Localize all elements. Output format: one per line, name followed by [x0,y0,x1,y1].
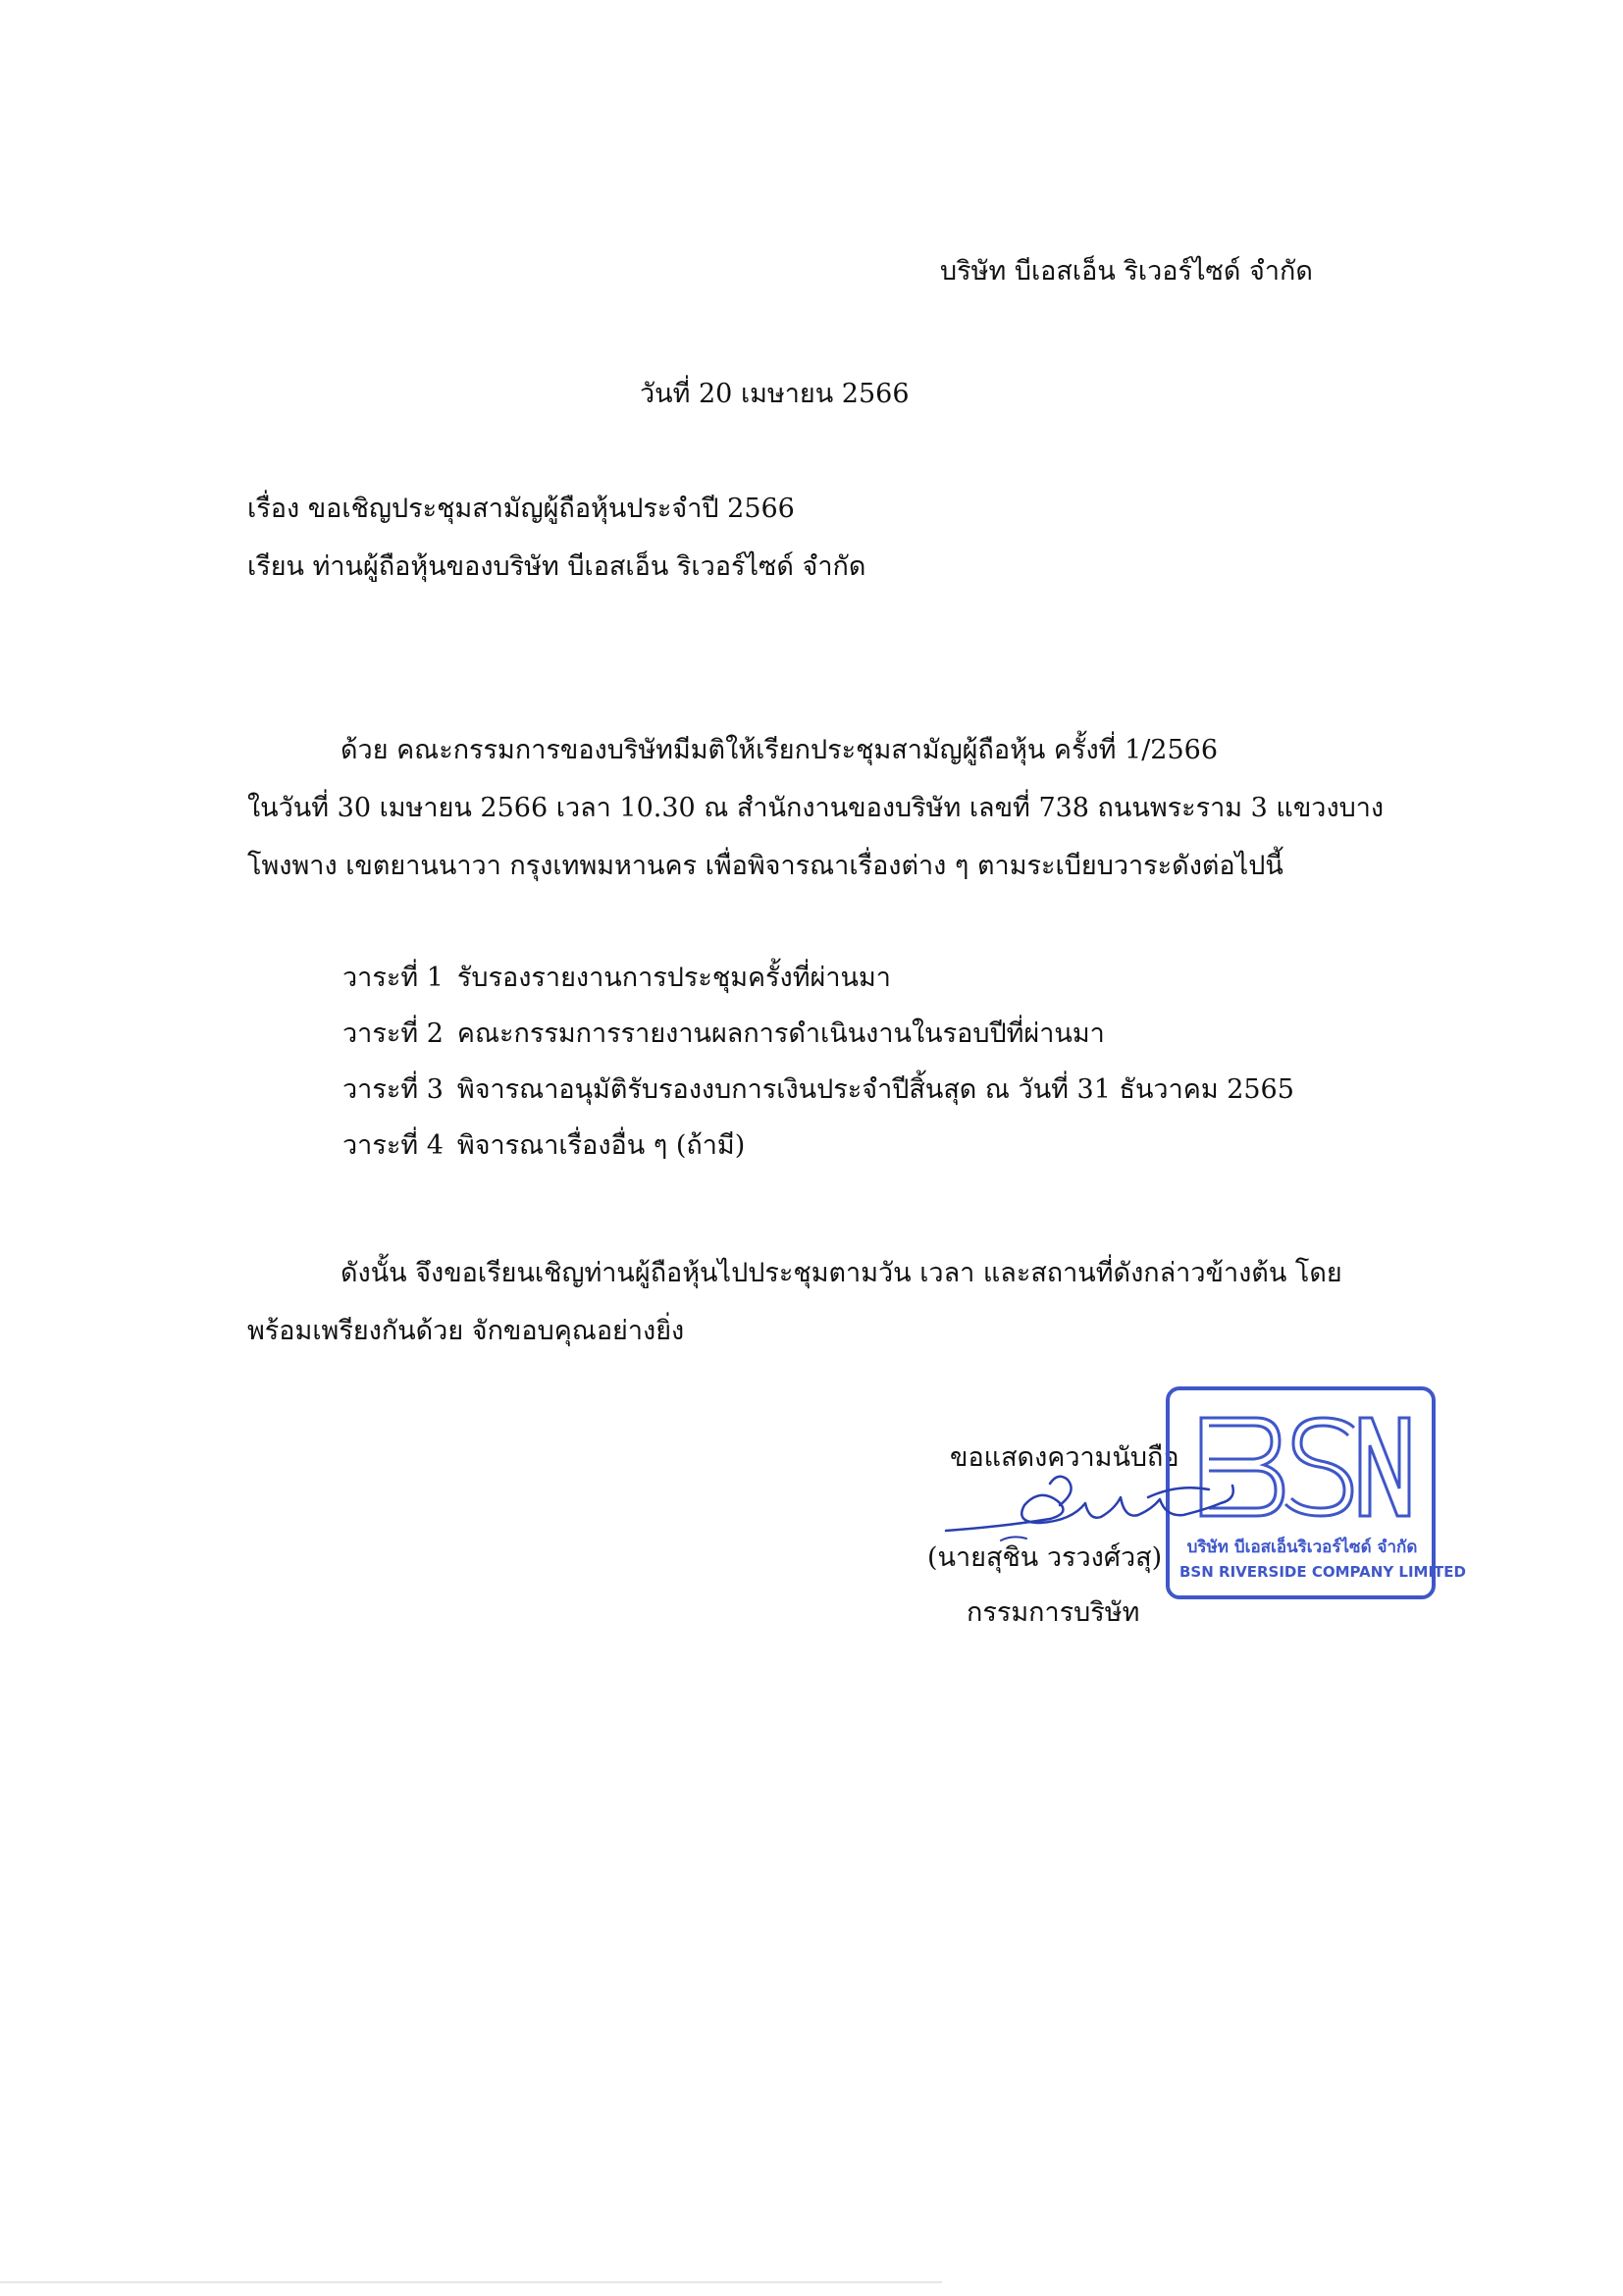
agenda-number: วาระที่ 4 [342,1130,444,1161]
closing-line-1: ดังนั้น จึงขอเรียนเชิญท่านผู้ถือหุ้นไปประชุมตามวัน เวลา และสถานที่ดังกล่าวข้างต้น โดย [340,1258,1342,1288]
agenda-item [342,1016,1294,1071]
agenda-item [342,1127,1294,1183]
agenda-text: พิจารณาอนุมัติรับรองงบการเงินประจำปีสิ้นสุด ณ วันที่ 31 ธันวาคม 2565 [456,1074,1294,1105]
agenda-number: วาระที่ 1 [342,963,444,993]
stamp-name-thai: บริษัท บีเอสเอ็นริเวอร์ไซด์ จำกัด [1186,1538,1418,1557]
agenda-item [342,960,1294,1016]
agenda-number: วาระที่ 3 [342,1074,444,1105]
signer-position: กรรมการบริษัท [967,1597,1140,1628]
closing-line-2: พร้อมเพรียงกันด้วย จักขอบคุณอย่างยิ่ง [247,1316,685,1346]
agenda-text: คณะกรรมการรายงานผลการดำเนินงานในรอบปีที่ผ่านมา [456,1018,1105,1049]
agenda-text: พิจารณาเรื่องอื่น ๆ (ถ้ามี) [456,1130,746,1161]
letter-subject: เรื่อง ขอเชิญประชุมสามัญผู้ถือหุ้นประจำปี 2566 [247,494,795,524]
signer-name: (นายสุชิน วรวงศ์วสุ) [927,1542,1163,1573]
intro-line-3: โพงพาง เขตยานนาวา กรุงเทพมหานคร เพื่อพิจารณาเรื่องต่าง ๆ ตามระเบียบวาระดังต่อไปนี้ [247,851,1283,881]
intro-line-1: ด้วย คณะกรรมการของบริษัทมีมติให้เรียกประชุมสามัญผู้ถือหุ้น ครั้งที่ 1/2566 [340,735,1219,765]
closing-paragraph [247,1244,1386,1360]
company-name: บริษัท บีเอสเอ็น ริเวอร์ไซด์ จำกัด [940,256,1313,287]
intro-paragraph [247,721,1386,895]
agenda-list [342,960,1294,1183]
letter-recipient: เรียน ท่านผู้ถือหุ้นของบริษัท บีเอสเอ็น ริเวอร์ไซด์ จำกัด [247,551,866,582]
intro-line-2: ในวันที่ 30 เมษายน 2566 เวลา 10.30 ณ สำนักงานของบริษัท เลขที่ 738 ถนนพระราม 3 แขวงบาง [247,793,1385,823]
letter-date: วันที่ 20 เมษายน 2566 [640,379,910,409]
stamp-name-english: BSN RIVERSIDE COMPANY LIMITED [1179,1563,1466,1581]
scan-edge [0,2281,942,2283]
agenda-item [342,1071,1294,1127]
signature-regards: ขอแสดงความนับถือ [950,1442,1179,1473]
agenda-text: รับรองรายงานการประชุมครั้งที่ผ่านมา [456,963,891,993]
agenda-number: วาระที่ 2 [342,1018,444,1049]
